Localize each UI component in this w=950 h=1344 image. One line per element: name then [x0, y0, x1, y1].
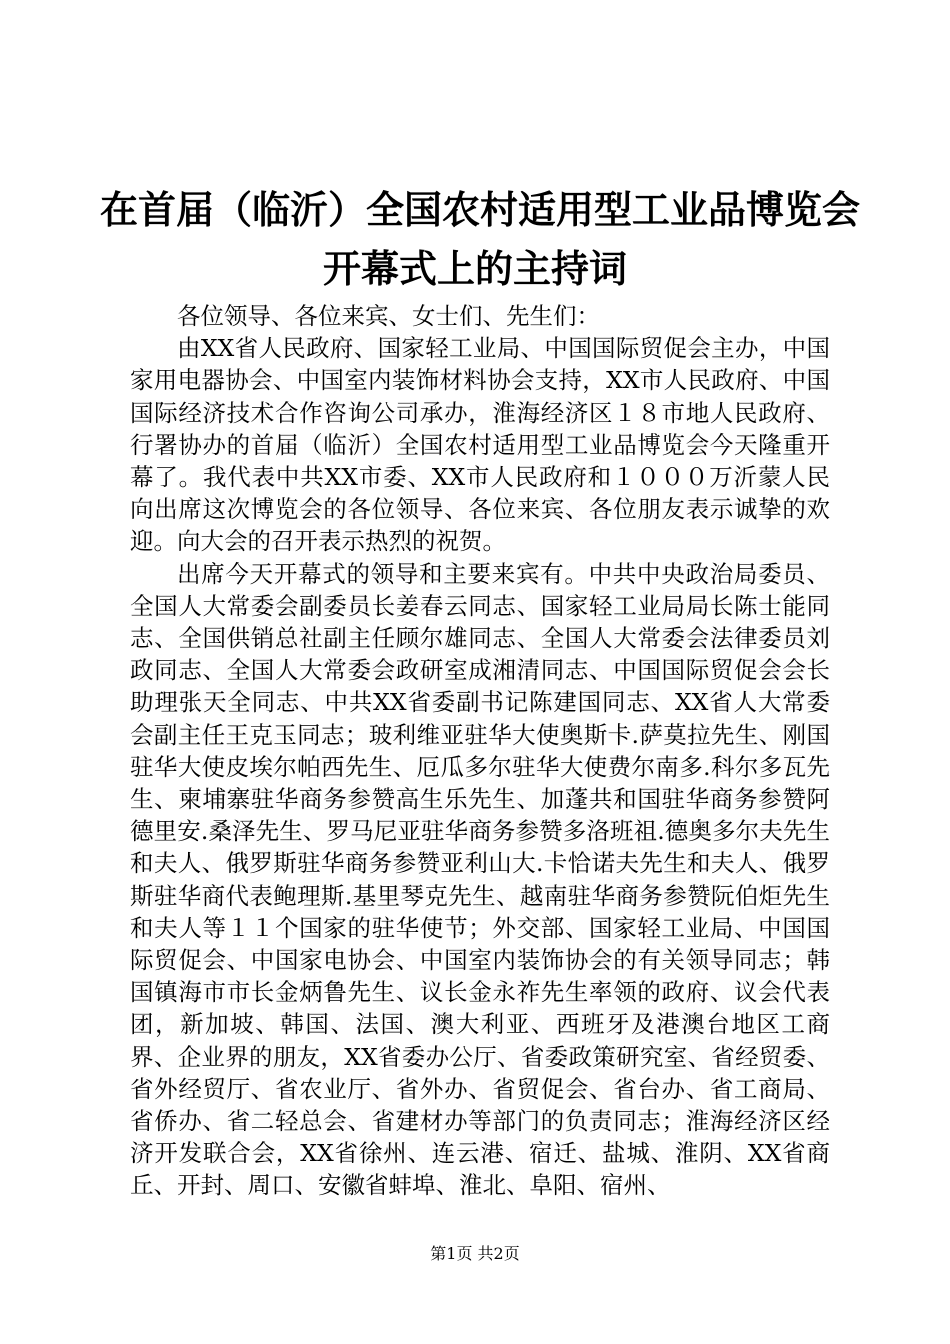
salutation-paragraph: 各位领导、各位来宾、女士们、先生们：	[177, 302, 600, 330]
opening-paragraph: 由XX省人民政府、国家轻工业局、中国国际贸促会主办，中国家用电器协会、中国室内装饰材料协会支持，XX市人民政府、中国国际经济技术合作咨询公司承办，淮海经济区１８市地人民政府、行署协办的首届（临沂）全国农村适用型工业品博览会今天隆重开幕了。我代表中共XX市委、XX市人民政府和１０００万沂蒙人民向出席这次博览会的各位领导、各位来宾、各位朋友表示诚挚的欢迎。向大会的召开表示热烈的祝贺。	[130, 334, 830, 556]
document-title-line-1: 在首届（临沂）全国农村适用型工业品博览会	[100, 187, 861, 232]
document-body	[130, 300, 830, 1202]
document-title-line-2: 开幕式上的主持词	[322, 246, 627, 291]
guests-paragraph: 出席今天开幕式的领导和主要来宾有。中共中央政治局委员、全国人大常委会副委员长姜春云同志、国家轻工业局局长陈士能同志、全国供销总社副主任顾尔雄同志、全国人大常委会法律委员刘政同志、全国人大常委会政研室成湘清同志、中国国际贸促会会长助理张天全同志、中共XX省委副书记陈建国同志、XX省人大常委会副主任王克玉同志；玻利维亚驻华大使奥斯卡.萨莫拉先生、刚国驻华大使皮埃尔帕西先生、厄瓜多尔驻华大使费尔南多.科尔多瓦先生、柬埔寨驻华商务参赞高生乐先生、加蓬共和国驻华商务参赞阿德里安.桑泽先生、罗马尼亚驻华商务参赞多洛班祖.德奥多尔夫先生和夫人、俄罗斯驻华商务参赞亚利山大.卡恰诺夫先生和夫人、俄罗斯驻华商代表鲍理斯.基里琴克先生、越南驻华商务参赞阮伯炬先生和夫人等１１个国家的驻华使节；外交部、国家轻工业局、中国国际贸促会、中国家电协会、中国室内装饰协会的有关领导同志；韩国镇海市市长金炳鲁先生、议长金永祚先生率领的政府、议会代表团，新加坡、韩国、法国、澳大利亚、西班牙及港澳台地区工商界、企业界的朋友，XX省委办公厅、省委政策研究室、省经贸委、省外经贸厅、省农业厅、省外办、省贸促会、省台办、省工商局、省侨办、省二轻总会、省建材办等部门的负责同志；淮海经济区经济开发联合会，XX省徐州、连云港、宿迁、盐城、淮阴、XX省商丘、开封、周口、安徽省蚌埠、淮北、阜阳、宿州、	[130, 559, 830, 1200]
page-number-footer: 第1页 共2页	[430, 1244, 520, 1263]
